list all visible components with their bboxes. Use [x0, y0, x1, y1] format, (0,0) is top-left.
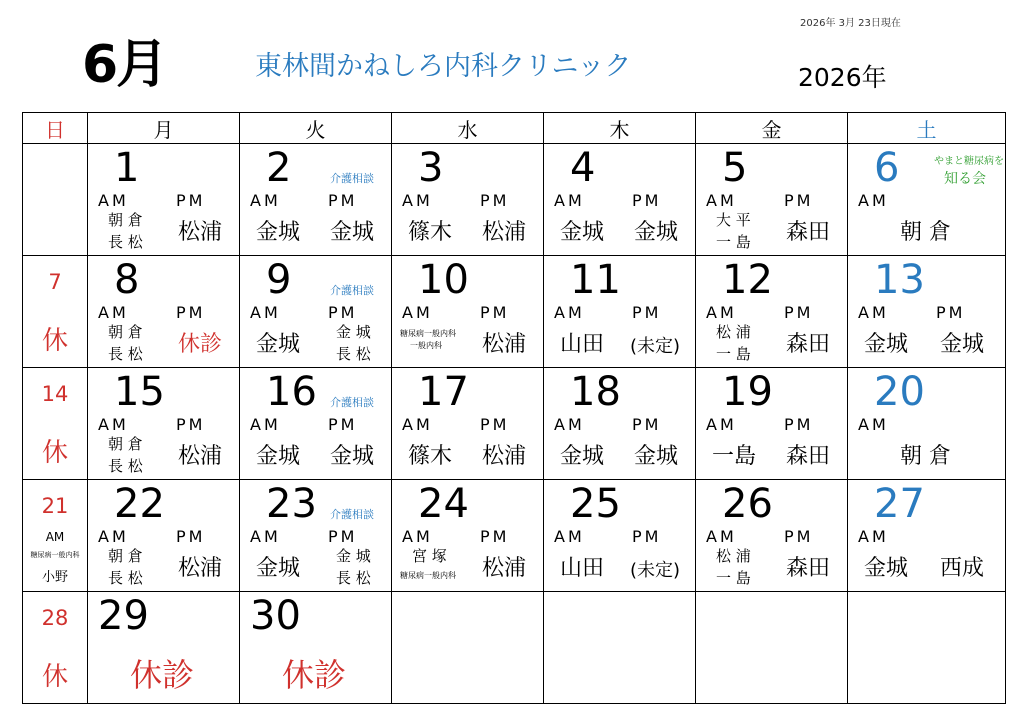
am-doctor-2: 一 島	[716, 233, 751, 252]
am-doctor: 山田	[560, 332, 605, 358]
am-dept-2: 一般内科	[410, 341, 442, 351]
day-number: 16	[266, 369, 317, 416]
pm-label: PM	[936, 303, 966, 323]
closed-label: 休診	[130, 656, 195, 694]
day-cell-15	[88, 368, 240, 480]
am-label: AM	[858, 527, 889, 547]
pm-label: PM	[176, 415, 206, 435]
am-doctor: 朝 倉	[900, 220, 951, 246]
day-number: 25	[570, 481, 621, 528]
day-number: 26	[722, 481, 773, 528]
am-doctor-2: 長 松	[108, 457, 143, 476]
am-label: AM	[858, 303, 889, 323]
day-cell-23	[240, 480, 392, 592]
am-doctor: 金城	[864, 332, 909, 358]
day-cell-19	[696, 368, 848, 480]
am-dept-1: 糖尿病一般内科	[400, 329, 456, 339]
pm-label: PM	[328, 527, 358, 547]
pm-closed: 休診	[178, 332, 223, 358]
day-number: 28	[41, 606, 69, 630]
week-row-3	[23, 368, 1006, 480]
closed-label: 休診	[282, 656, 347, 694]
am-label: AM	[98, 527, 129, 547]
am-label: AM	[98, 415, 129, 435]
weekday-thu: 木	[544, 113, 696, 144]
am-label: AM	[402, 191, 433, 211]
day-number: 15	[114, 369, 165, 416]
day-number: 9	[266, 257, 292, 304]
care-consult-tag: 介護相談	[330, 284, 374, 298]
day-number: 2	[266, 145, 292, 192]
day-number: 18	[570, 369, 621, 416]
am-label: AM	[554, 303, 585, 323]
am-doctor-1: 朝 倉	[108, 435, 143, 454]
day-cell-10	[392, 256, 544, 368]
day-number: 27	[874, 481, 925, 528]
pm-doctor: 金城	[940, 332, 985, 358]
day-cell-empty	[392, 592, 544, 704]
pm-label: PM	[328, 415, 358, 435]
day-cell-30	[240, 592, 392, 704]
day-number: 23	[266, 481, 317, 528]
day-cell-4	[544, 144, 696, 256]
pm-label: PM	[784, 303, 814, 323]
am-label: AM	[98, 191, 129, 211]
as-of-date: 2026年 3月 23日現在	[800, 18, 901, 29]
am-doctor: 金城	[256, 220, 301, 246]
day-number: 30	[250, 593, 301, 639]
day-number: 13	[874, 257, 925, 304]
day-number: 12	[722, 257, 773, 304]
pm-doctor: 松浦	[482, 220, 527, 246]
event-tag-2: 知る会	[944, 171, 986, 188]
pm-label: PM	[328, 191, 358, 211]
week-row-5	[23, 592, 1006, 704]
closed-label: 休	[41, 662, 68, 692]
pm-doctor-2: 長 松	[336, 345, 371, 364]
pm-label: PM	[784, 527, 814, 547]
pm-label: PM	[632, 527, 662, 547]
am-doctor-2: 一 島	[716, 345, 751, 364]
am-doctor: 篠木	[408, 444, 453, 470]
pm-label: PM	[784, 191, 814, 211]
day-number: 1	[114, 145, 140, 192]
month-title: 6月	[82, 35, 167, 95]
day-cell-26	[696, 480, 848, 592]
day-cell-8	[88, 256, 240, 368]
pm-doctor-1: 金 城	[336, 547, 371, 566]
day-cell-3	[392, 144, 544, 256]
am-doctor-1: 大 平	[716, 211, 751, 230]
day-cell-2	[240, 144, 392, 256]
dept-label: 糖尿病一般内科	[30, 551, 80, 560]
pm-label: PM	[632, 191, 662, 211]
am-label: AM	[402, 527, 433, 547]
calendar-grid	[22, 112, 1006, 704]
am-doctor: 朝 倉	[900, 444, 951, 470]
day-cell-13	[848, 256, 1006, 368]
am-doctor: 金城	[864, 556, 909, 582]
am-label: AM	[858, 415, 889, 435]
day-cell-empty	[696, 592, 848, 704]
weekday-header-row	[23, 113, 1006, 144]
pm-doctor: 森田	[786, 220, 831, 246]
day-cell-12	[696, 256, 848, 368]
day-number: 6	[874, 145, 900, 192]
day-cell-22	[88, 480, 240, 592]
day-number: 11	[570, 257, 621, 304]
weekday-sat: 土	[848, 113, 1006, 144]
am-label: AM	[554, 415, 585, 435]
am-doctor-1: 松 浦	[716, 547, 751, 566]
day-cell-9	[240, 256, 392, 368]
day-number: 10	[418, 257, 469, 304]
pm-label: PM	[632, 415, 662, 435]
day-number: 7	[48, 270, 62, 295]
pm-label: PM	[328, 303, 358, 323]
day-number: 14	[41, 382, 69, 407]
day-number: 22	[114, 481, 165, 528]
day-cell-empty	[848, 592, 1006, 704]
am-label: AM	[706, 415, 737, 435]
pm-doctor-2: 長 松	[336, 569, 371, 588]
day-number: 5	[722, 145, 748, 192]
clinic-name: 東林間かねしろ内科クリニック	[255, 51, 632, 82]
pm-doctor: 金城	[634, 220, 679, 246]
closed-label: 休	[41, 326, 68, 357]
am-doctor: 金城	[560, 444, 605, 470]
day-number: 8	[114, 257, 140, 304]
care-consult-tag: 介護相談	[330, 396, 374, 410]
am-doctor: 篠木	[408, 220, 453, 246]
am-label: AM	[402, 415, 433, 435]
day-cell-5	[696, 144, 848, 256]
pm-doctor: 松浦	[178, 556, 223, 582]
weekday-fri: 金	[696, 113, 848, 144]
pm-doctor: 西成	[940, 556, 985, 582]
week-row-4	[23, 480, 1006, 592]
pm-label: PM	[480, 303, 510, 323]
am-doctor-1: 松 浦	[716, 323, 751, 342]
am-label: AM	[250, 415, 281, 435]
weekday-tue: 火	[240, 113, 392, 144]
pm-doctor: 松浦	[482, 444, 527, 470]
pm-doctor: 松浦	[482, 556, 527, 582]
am-doctor-2: 長 松	[108, 569, 143, 588]
day-cell-28	[23, 592, 88, 704]
pm-label: PM	[176, 303, 206, 323]
day-cell-24	[392, 480, 544, 592]
pm-doctor: 松浦	[178, 220, 223, 246]
am-label: AM	[706, 527, 737, 547]
week-row-1	[23, 144, 1006, 256]
am-doctor: 金城	[256, 444, 301, 470]
am-label: AM	[402, 303, 433, 323]
care-consult-tag: 介護相談	[330, 508, 374, 522]
day-cell-1	[88, 144, 240, 256]
am-doctor-2: 長 松	[108, 345, 143, 364]
am-label: AM	[706, 303, 737, 323]
pm-label: PM	[480, 415, 510, 435]
am-doctor-1: 朝 倉	[108, 323, 143, 342]
day-cell-empty	[23, 144, 88, 256]
day-cell-14	[23, 368, 88, 480]
day-cell-20	[848, 368, 1006, 480]
day-number: 4	[570, 145, 596, 192]
pm-doctor: 金城	[330, 220, 375, 246]
pm-label: PM	[176, 527, 206, 547]
am-doctor-2: 長 松	[108, 233, 143, 252]
day-number: 20	[874, 369, 925, 416]
am-label: AM	[554, 527, 585, 547]
am-dept: 糖尿病一般内科	[400, 571, 456, 581]
am-doctor-2: 一 島	[716, 569, 751, 588]
pm-doctor: 金城	[634, 444, 679, 470]
pm-label: PM	[784, 415, 814, 435]
week-row-2	[23, 256, 1006, 368]
day-cell-16	[240, 368, 392, 480]
day-cell-18	[544, 368, 696, 480]
day-cell-21	[23, 480, 88, 592]
care-consult-tag: 介護相談	[330, 172, 374, 186]
am-doctor-1: 朝 倉	[108, 547, 143, 566]
day-cell-29	[88, 592, 240, 704]
am-label: AM	[250, 527, 281, 547]
weekday-mon: 月	[88, 113, 240, 144]
pm-doctor: 金城	[330, 444, 375, 470]
am-doctor: 一島	[712, 444, 757, 470]
am-label: AM	[858, 191, 889, 211]
am-label: AM	[45, 530, 65, 545]
day-cell-6	[848, 144, 1006, 256]
day-cell-27	[848, 480, 1006, 592]
am-doctor: 金城	[256, 332, 301, 358]
am-doctor: 金城	[256, 556, 301, 582]
day-cell-7	[23, 256, 88, 368]
day-number: 21	[41, 494, 69, 519]
pm-doctor: 松浦	[482, 332, 527, 358]
pm-doctor: 森田	[786, 556, 831, 582]
weekday-sun: 日	[23, 113, 88, 144]
closed-label: 休	[41, 438, 68, 469]
pm-label: PM	[480, 191, 510, 211]
day-number: 19	[722, 369, 773, 416]
pm-label: PM	[176, 191, 206, 211]
am-label: AM	[98, 303, 129, 323]
day-cell-17	[392, 368, 544, 480]
am-label: AM	[554, 191, 585, 211]
am-doctor: 宮 塚	[412, 547, 447, 566]
am-doctor: 山田	[560, 556, 605, 582]
am-label: AM	[250, 303, 281, 323]
pm-doctor: (未定)	[630, 336, 681, 358]
am-doctor: 金城	[560, 220, 605, 246]
day-number: 29	[98, 593, 149, 639]
day-number: 17	[418, 369, 469, 416]
day-cell-25	[544, 480, 696, 592]
pm-label: PM	[480, 527, 510, 547]
day-cell-11	[544, 256, 696, 368]
pm-doctor: (未定)	[630, 560, 681, 582]
pm-doctor-1: 金 城	[336, 323, 371, 342]
pm-doctor: 松浦	[178, 444, 223, 470]
am-doctor: 小野	[41, 570, 68, 586]
event-tag-1: やまと糖尿病を	[934, 156, 1004, 168]
am-label: AM	[706, 191, 737, 211]
pm-label: PM	[632, 303, 662, 323]
am-label: AM	[250, 191, 281, 211]
pm-doctor: 森田	[786, 332, 831, 358]
day-number: 3	[418, 145, 444, 192]
am-doctor-1: 朝 倉	[108, 211, 143, 230]
year-label: 2026年	[798, 63, 887, 92]
weekday-wed: 水	[392, 113, 544, 144]
day-number: 24	[418, 481, 469, 528]
day-cell-empty	[544, 592, 696, 704]
pm-doctor: 森田	[786, 444, 831, 470]
